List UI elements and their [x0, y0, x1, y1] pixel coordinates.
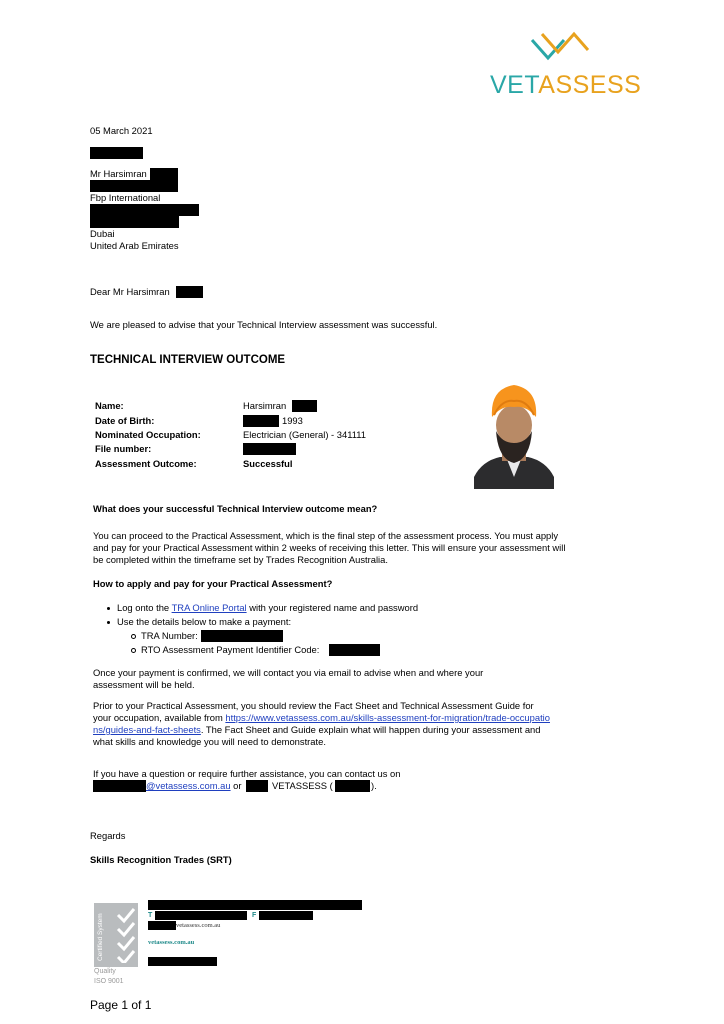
- redaction: [148, 921, 176, 930]
- regards: Regards: [90, 830, 126, 841]
- bullet1-pre: Log onto the: [117, 602, 170, 613]
- redaction: [243, 415, 279, 427]
- redaction: [155, 911, 247, 920]
- applicant-photo: [472, 381, 556, 489]
- redaction: [148, 957, 217, 966]
- redaction: [90, 180, 178, 192]
- redaction: [90, 216, 179, 228]
- salutation: Dear Mr Harsimran: [90, 286, 170, 297]
- contact-or: or: [233, 780, 242, 791]
- contact-org: VETASSESS (: [272, 780, 333, 791]
- section1-body: You can proceed to the Practical Assessment, which is the final step of the assessment process. You must apply and pay for your Practical Assessment within 2 weeks of receiving this letter. This will ensure your assessment will be completed within the timeframe set by Trades Recognition Australia.: [93, 530, 566, 565]
- contact-line2: [146, 780, 242, 792]
- intro-text: We are pleased to advise that your Technical Interview assessment was successful.: [90, 319, 438, 330]
- file-number-label: File number:: [95, 443, 152, 454]
- recipient-country: United Arab Emirates: [90, 240, 179, 251]
- name-label: Name:: [95, 400, 124, 411]
- redaction: [90, 147, 143, 159]
- quality-label: Quality: [94, 968, 116, 975]
- payment-confirm-text: Once your payment is confirmed, we will contact you via email to advise when and where your assessment will be held.: [93, 667, 484, 690]
- rto-code-label: RTO Assessment Payment Identifier Code:: [141, 644, 320, 655]
- dob-value: 1993: [282, 415, 303, 426]
- redaction: [335, 780, 370, 792]
- redaction: [329, 644, 380, 656]
- contact-email-link[interactable]: @vetassess.com.au: [146, 780, 231, 791]
- bullet2-text: Use the details below to make a payment:: [117, 616, 292, 627]
- section1-title: What does your successful Technical Interview outcome mean?: [93, 503, 378, 514]
- occupation-label: Nominated Occupation:: [95, 429, 201, 440]
- phone-t-letter: T: [148, 912, 153, 919]
- iso-label: ISO 9001: [94, 978, 124, 985]
- contact-line1: If you have a question or require further assistance, you can contact us on: [93, 768, 401, 779]
- redaction: [201, 630, 283, 642]
- tra-number-label: TRA Number:: [141, 630, 198, 641]
- bullet1-post: with your registered name and password: [249, 602, 419, 613]
- redaction: [246, 780, 268, 792]
- letter-date: 05 March 2021: [90, 125, 153, 136]
- certified-system-badge: [94, 903, 138, 967]
- sub-bullet-icon: [131, 648, 136, 653]
- redaction: [148, 900, 362, 910]
- team-name: Skills Recognition Trades (SRT): [90, 854, 232, 865]
- redaction: [292, 400, 317, 412]
- page-number: Page 1 of 1: [90, 998, 152, 1012]
- tra-online-portal-link[interactable]: TRA Online Portal: [171, 602, 247, 613]
- prior-assessment-text: [93, 700, 553, 748]
- recipient-company: Fbp International: [90, 192, 161, 203]
- sub-bullet-icon: [131, 634, 136, 639]
- fax-f-letter: F: [252, 912, 257, 919]
- outcome-heading: TECHNICAL INTERVIEW OUTCOME: [90, 354, 286, 366]
- logo-vet: VET: [490, 71, 539, 99]
- vetassess-logo-mark: [528, 30, 592, 70]
- signature-website[interactable]: vetassess.com.au: [148, 939, 195, 946]
- bullet1-text: [117, 602, 418, 614]
- recipient-city: Dubai: [90, 228, 115, 239]
- recipient-name: Mr Harsimran: [90, 168, 147, 179]
- contact-close: ).: [371, 780, 377, 791]
- fact-sheets-link[interactable]: https://www.vetassess.com.au/skills-assessment-for-migration/trade-occupations/guides-and-fact-sheets: [93, 712, 550, 735]
- vetassess-logo-text: [490, 71, 641, 100]
- redaction: [243, 443, 296, 455]
- outcome-value: Successful: [243, 458, 293, 469]
- redaction: [259, 911, 313, 920]
- prior-post: . The Fact Sheet and Guide explain what will happen during your assessment and what skills and knowledge you will need to demonstrate.: [93, 724, 541, 747]
- redaction: [93, 780, 146, 792]
- section2-title: How to apply and pay for your Practical Assessment?: [93, 578, 333, 589]
- redaction: [176, 286, 203, 298]
- logo-assess: ASSESS: [538, 71, 642, 99]
- redaction: [150, 168, 178, 180]
- bullet-icon: [107, 607, 110, 610]
- redaction: [90, 204, 199, 216]
- cert-text: Certified System: [97, 913, 104, 961]
- prior-pre: Prior to your Practical Assessment, you should review the Fact Sheet and Technical Assessment Guide for your occupation, available from: [93, 700, 534, 723]
- checkmarks-icon: [116, 907, 136, 963]
- bullet-icon: [107, 621, 110, 624]
- name-value: Harsimran: [243, 400, 287, 411]
- dob-label: Date of Birth:: [95, 415, 155, 426]
- occupation-value: Electrician (General) - 341111: [243, 429, 366, 440]
- outcome-label: Assessment Outcome:: [95, 458, 197, 469]
- signature-email-domain: vetassess.com.au: [176, 922, 221, 929]
